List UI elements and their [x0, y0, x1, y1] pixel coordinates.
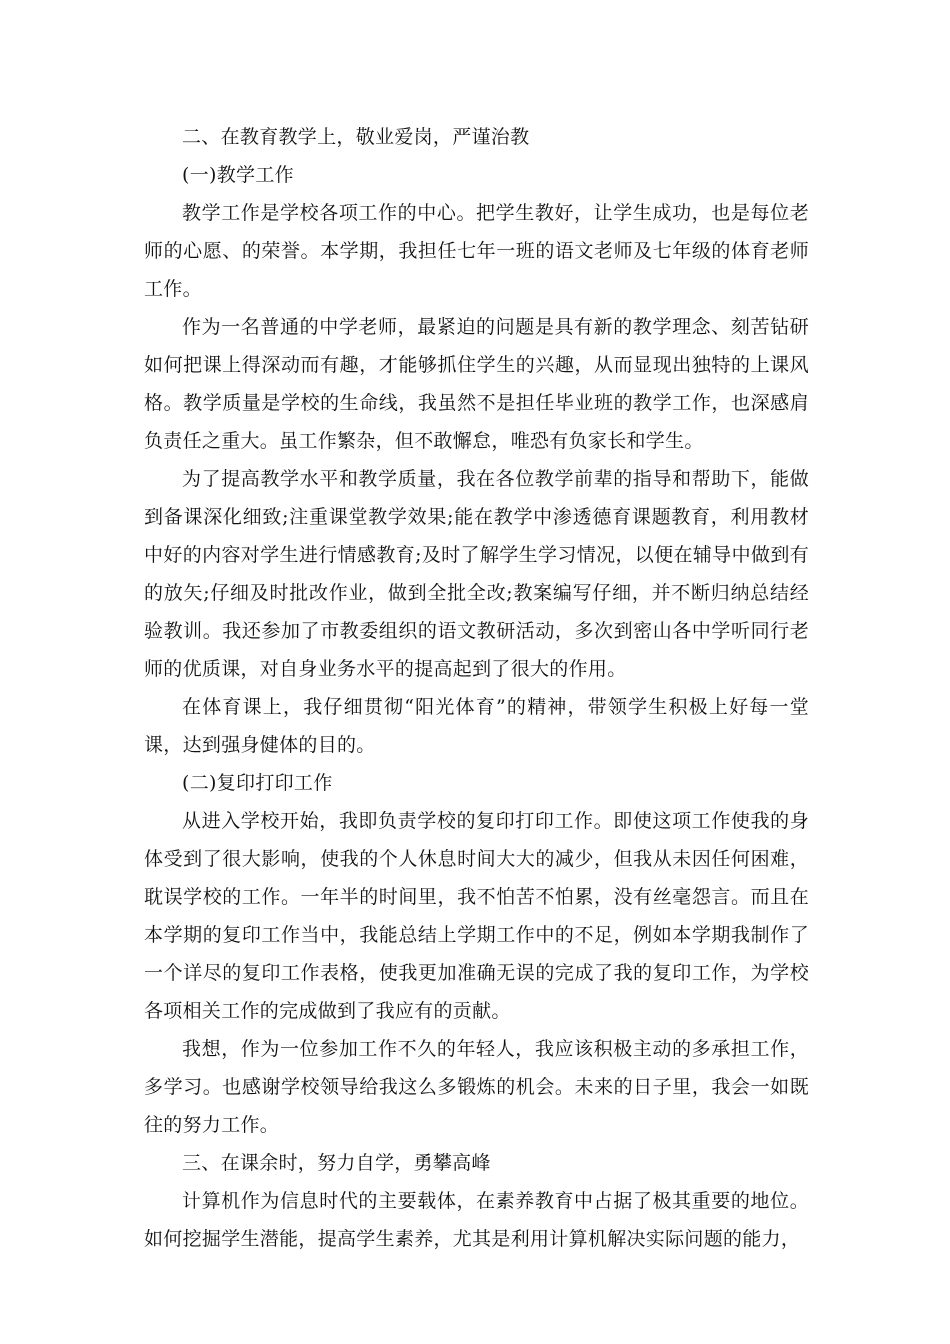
section-heading-3: 三、在课余时，努力自学，勇攀高峰: [182, 1152, 491, 1174]
subsection-heading-teaching: (一)教学工作: [182, 164, 294, 186]
section-heading-2: 二、在教育教学上，敬业爱岗，严谨治教: [182, 126, 530, 148]
paragraph-reflection: 我想，作为一位参加工作不久的年轻人，我应该积极主动的多承担工作，多学习。也感谢学校领导给我这么多锻炼的机会。未来的日子里，我会一如既往的努力工作。: [144, 1038, 809, 1136]
paragraph-computer: 计算机作为信息时代的主要载体，在素养教育中占据了极其重要的地位。如何挖掘学生潜能，提高学生素养，尤其是利用计算机解决实际问题的能力，: [144, 1190, 809, 1250]
paragraph-teaching-center: 教学工作是学校各项工作的中心。把学生教好，让学生成功，也是每位老师的心愿、的荣誉。本学期，我担任七年一班的语文老师及七年级的体育老师工作。: [144, 202, 809, 300]
subsection-heading-printing: (二)复印打印工作: [182, 772, 333, 794]
document-body: [144, 118, 809, 1258]
paragraph-teaching-quality: 为了提高教学水平和教学质量，我在各位教学前辈的指导和帮助下，能做到备课深化细致;注重课堂教学效果;能在教学中渗透德育课题教育，利用教材中好的内容对学生进行情感教育;及时了解学生学习情况，以便在辅导中做到有的放矢;仔细及时批改作业，做到全批全改;教案编写仔细，并不断归纳总结经验教训。我还参加了市教委组织的语文教研活动，多次到密山各中学听同行老师的优质课，对自身业务水平的提高起到了很大的作用。: [144, 468, 809, 680]
paragraph-pe-class: 在体育课上，我仔细贯彻“阳光体育”的精神，带领学生积极上好每一堂课，达到强身健体的目的。: [144, 696, 809, 756]
paragraph-teacher-role: 作为一名普通的中学老师，最紧迫的问题是具有新的教学理念、刻苦钻研如何把课上得深动而有趣，才能够抓住学生的兴趣，从而显现出独特的上课风格。教学质量是学校的生命线，我虽然不是担任毕业班的教学工作，也深感肩负责任之重大。虽工作繁杂，但不敢懈怠，唯恐有负家长和学生。: [144, 316, 809, 452]
paragraph-printing-work: 从进入学校开始，我即负责学校的复印打印工作。即使这项工作使我的身体受到了很大影响，使我的个人休息时间大大的减少，但我从未因任何困难，耽误学校的工作。一年半的时间里，我不怕苦不怕累，没有丝毫怨言。而且在本学期的复印工作当中，我能总结上学期工作中的不足，例如本学期我制作了一个详尽的复印工作表格，使我更加准确无误的完成了我的复印工作，为学校各项相关工作的完成做到了我应有的贡献。: [144, 810, 809, 1022]
